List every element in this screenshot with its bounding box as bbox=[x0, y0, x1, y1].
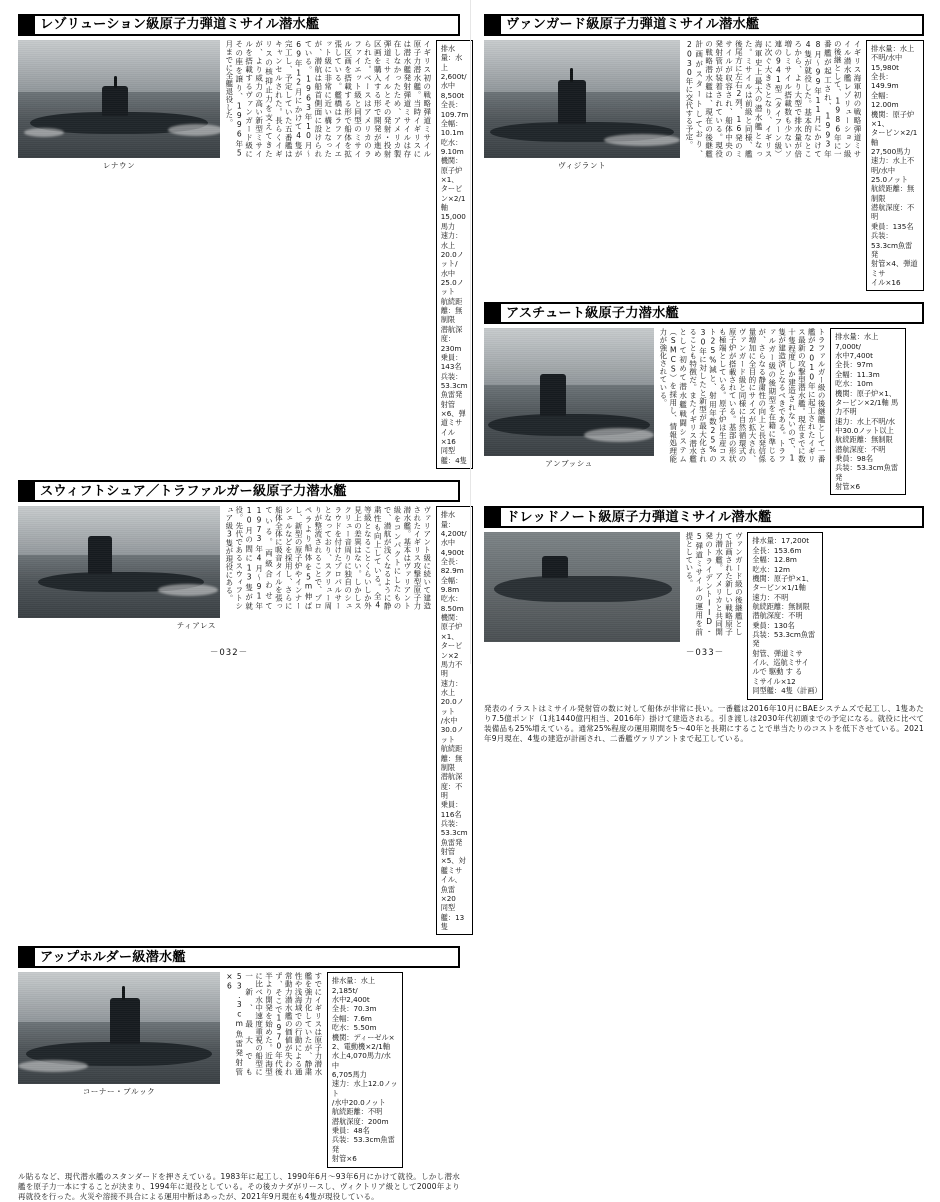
title-block-marker bbox=[486, 304, 501, 322]
spec-line: 15,000馬力 bbox=[440, 212, 466, 231]
spec-line: 兵装：53.3cm魚雷発 bbox=[440, 371, 468, 400]
spec-line: 射管×6 bbox=[835, 482, 861, 492]
spec-line: 潜航深度：不明 bbox=[835, 444, 886, 454]
spec-line: 同型艦：4隻 bbox=[440, 446, 467, 465]
article-title-bar bbox=[18, 14, 460, 36]
submarine-illustration bbox=[484, 532, 680, 642]
spec-line: 航続距離：無制限 bbox=[440, 296, 463, 325]
spec-line: 潜航深度：不明 bbox=[752, 611, 803, 621]
spec-line: イル、魚雷×20 bbox=[440, 875, 462, 903]
spec-line: 速力：水上不明/水中 bbox=[871, 156, 915, 175]
spec-line: イル、巡航ミサイ bbox=[752, 658, 809, 668]
spec-line: イル×16 bbox=[440, 427, 456, 447]
photo-column bbox=[18, 506, 220, 631]
spec-line: 乗員：48名 bbox=[331, 1126, 370, 1136]
article-title-bar bbox=[18, 480, 460, 502]
spec-line: 排水量：水上2,600t/ bbox=[440, 44, 467, 82]
title-block-marker bbox=[20, 948, 35, 966]
spec-line: 全幅：12.00m bbox=[871, 90, 899, 110]
spec-line: 15,980t bbox=[871, 62, 899, 72]
spec-line: 全長：149.9m bbox=[871, 72, 899, 91]
spec-line: 航続距離：無制限 bbox=[835, 435, 893, 445]
spec-table bbox=[436, 40, 474, 469]
spec-line: 6,705馬力 bbox=[331, 1069, 367, 1079]
spec-line: 全幅：7.6m bbox=[331, 1013, 372, 1023]
spec-line: 機関：原子炉×1、 bbox=[871, 109, 915, 128]
photo-column bbox=[484, 532, 680, 644]
spec-line: 力不明 bbox=[835, 407, 857, 417]
spec-line: 速力：水上12.0ノット bbox=[331, 1079, 398, 1098]
spec-line: ミサイル×12 bbox=[752, 676, 796, 686]
spec-line: 機関：ディーゼル× bbox=[331, 1032, 395, 1042]
spec-line: 速力：水上20.0ノット bbox=[440, 678, 464, 716]
article-title: スウィフトシュア／トラファルガー級原子力潜水艦 bbox=[40, 483, 347, 499]
photo-grain bbox=[484, 328, 654, 456]
spec-line: 機関：原子炉×1、 bbox=[752, 573, 814, 583]
article-description: ヴァリアント級に続いて建造されたイギリス攻撃型原子力潜水艦。基本はヴァリアント級をコンパクトにしたもので、潜航が浅くなるように静粛性も向上している。全4等級となることくらいしか外見上の差異はない。しかしスクリュー音周りに独自のシュラウドを付けたプロパルサーとなっており、スクリュー周りが整流されることで、プロペラより船体を5m伸ばし、新型の原子炉やインナーシェルなどを採用し、さらに船体全体に吸音タイルを張っている。両級合わせて1973年4月～91年10月の間に13隻が就役。先代であるスウィフトシュア級3隻が現役にある。 bbox=[224, 506, 432, 611]
article-title-bar bbox=[484, 506, 924, 528]
spec-line: 乗員：116名 bbox=[440, 800, 463, 819]
spec-line: 吃水：9.10m bbox=[440, 137, 464, 156]
spec-line: 速力：不明 bbox=[752, 592, 789, 602]
spec-line: 排水量：水上7,000t/ bbox=[835, 332, 879, 351]
spec-line: 兵装：53.3cm魚雷発 bbox=[752, 630, 816, 649]
spec-line: 全長：97m bbox=[835, 360, 873, 370]
article-astute bbox=[484, 302, 924, 495]
spec-line: 乗員：143名 bbox=[440, 352, 463, 372]
article-body bbox=[484, 40, 924, 291]
article-vanguard bbox=[484, 14, 924, 291]
right-page bbox=[470, 0, 940, 744]
spec-line: 機関：原子炉×1、 bbox=[835, 388, 897, 398]
page-number-right: －033－ bbox=[685, 648, 725, 658]
spec-line: 速力：水上不明/水 bbox=[835, 416, 896, 426]
article-body bbox=[18, 972, 460, 1167]
spec-table bbox=[747, 532, 823, 699]
spec-line: 排水量：水上2,185t/ bbox=[331, 976, 376, 995]
spec-line: 兵装：53.3cm魚雷発 bbox=[440, 819, 468, 847]
article-swiftsure-trafalgar bbox=[18, 480, 468, 935]
article-title-bar bbox=[484, 302, 924, 324]
article-description: ヴァンガード級の後継艦として計画された新しい戦略原子力潜水艦。アメリカと共同開発のトライデントIID-5弾道ミサイルの運用を前提としている。 bbox=[684, 532, 744, 637]
article-footer-text: ル貼るなど、現代潜水艦のスタンダードを押さえている。1983年に起工し、1990年6月～93年6月にかけて就役。しかし潜水艦を原子力一本にすることが決まり、1994年に退役としている。その後カナダがリースし、ヴィクトリア級として2000年より再就役を行った。火災や溶接不具合による運用中断はあったが、2021年9月現在も4隻が現役している。 bbox=[18, 1171, 460, 1201]
spec-line: 射管×4、弾道ミサ bbox=[871, 259, 918, 278]
title-block-marker bbox=[20, 482, 35, 500]
spec-line: タービン×2 馬力不 bbox=[440, 641, 463, 669]
spec-line: 全長：153.6m bbox=[752, 545, 802, 555]
spec-line: 乗員：98名 bbox=[835, 454, 874, 464]
spec-line: 乗員：130名 bbox=[752, 620, 795, 630]
submarine-photo bbox=[484, 328, 654, 456]
page-number-left: －032－ bbox=[209, 648, 249, 658]
spec-line: 明 bbox=[440, 669, 448, 679]
spec-line: 水中7,400t bbox=[835, 351, 873, 361]
spec-line: 機関：原子炉×1、 bbox=[440, 156, 463, 185]
article-title-bar bbox=[484, 14, 924, 36]
photo-column bbox=[484, 40, 680, 171]
spec-line: 排水量：水上 不明/水中 bbox=[871, 44, 915, 63]
spec-line: 同型艦：13隻 bbox=[440, 903, 465, 931]
spec-line: 兵装：53.3cm魚雷発 bbox=[331, 1135, 395, 1154]
spec-line: タービン×1/1軸 bbox=[752, 583, 806, 593]
spec-line: 潜航深度：不明 bbox=[871, 203, 915, 222]
spec-line: 吃水：10m bbox=[835, 379, 873, 389]
spec-line: 射管×5、対艦ミサ bbox=[440, 847, 466, 875]
spec-line: 全幅：10.1m bbox=[440, 118, 464, 138]
photo-column bbox=[484, 328, 654, 469]
spec-line: 全長：109.7m bbox=[440, 100, 469, 119]
photo-grain bbox=[18, 506, 220, 618]
article-resolution bbox=[18, 14, 469, 469]
article-dreadnought bbox=[484, 506, 924, 744]
submarine-photo bbox=[484, 40, 680, 158]
spec-line: 射管、弾道ミサ bbox=[752, 648, 803, 658]
spec-line: 航続距離：不明 bbox=[331, 1107, 383, 1117]
photo-caption: コーナー・ブルック bbox=[82, 1087, 156, 1097]
article-title: アップホルダー級潜水艦 bbox=[40, 949, 186, 965]
spec-line: 全幅：9.8m bbox=[440, 575, 463, 595]
spec-line: 乗員：135名 bbox=[871, 221, 914, 231]
spec-line: 全長：70.3m bbox=[331, 1004, 377, 1014]
photo-column bbox=[18, 40, 220, 171]
spec-line: 水中4,900t bbox=[440, 538, 465, 557]
left-page bbox=[0, 0, 470, 1201]
photo-caption: ヴィジラント bbox=[557, 161, 607, 170]
spec-line: 射管×6、弾道ミサ bbox=[440, 399, 466, 428]
article-description: トラファルガー級の後継艦として一番艦が2010年に起工されたイギリス最新の攻撃型潜水艦。現在までに数十隻程度しか建造されないので、1隻が建造済となるべきである。トラファルガー級の後期型を在籍に準じるが、さらなる静粛性の向上と長発信係量増加に全目的にサイズが拡大され、ヴァンガード級と同様に自然循環式の原子炉が搭載されている。基部の形状も極端としている。原子炉は生産コスト25%減と、射用年数25%の30年に対したと新型が最大化されることも特徴だ。またイギリス潜水艦として初めて潜水艦戦闘システム（SMCS）を採用し、情報処理能力が強化されている。 bbox=[658, 328, 827, 464]
photo-grain bbox=[484, 40, 680, 158]
photo-caption: レナウン bbox=[102, 161, 136, 170]
spec-table bbox=[866, 40, 924, 291]
spec-line: 全幅：11.3m bbox=[835, 369, 880, 379]
spec-table bbox=[830, 328, 906, 495]
photo-caption: アンブッシュ bbox=[545, 459, 593, 469]
spec-line: 航続距離：無制限 bbox=[752, 601, 810, 611]
article-body bbox=[484, 328, 924, 495]
spec-table bbox=[327, 972, 403, 1167]
spec-line: 機関：原子炉×1、 bbox=[440, 613, 463, 641]
article-description: イギリス海軍初の戦略弾道ミサイル潜水艦レゾリューション級の後継として、1986年に一番艦が起工され、1993年8月～99年11月にかけて4隻が就役した。基本的なところから、より大型で排水量が倍増しミサイル搭載数も少ないソ連の941型（タイフーン級）に次ぐ大きさとなり、イギリス海軍史上最大の潜水艦となった。ミサイルは前級と同様、艦後尾方に左右2列、16発のミサイルが収容され、船体中央の発射管が装着されている。現役の戦略潜水艦は、現在の後継艦計画がスタートしており、2030年に交代する予定。 bbox=[684, 40, 863, 158]
spec-line: /水中30.0ノット bbox=[440, 716, 464, 744]
photo-grain bbox=[18, 972, 220, 1084]
photo-grain bbox=[484, 532, 680, 642]
photo-caption: ティアレス bbox=[176, 621, 216, 631]
spec-line: 水中25.0ノット bbox=[440, 268, 464, 297]
title-block-marker bbox=[20, 16, 35, 34]
spec-line: 排水量：4,200t/ bbox=[440, 510, 467, 538]
article-body bbox=[18, 40, 469, 469]
spec-line: 速力：水上20.0ノット/ bbox=[440, 231, 464, 269]
article-title: ヴァンガード級原子力弾道ミサイル潜水艦 bbox=[506, 17, 760, 33]
spec-line: 同型艦：4隻（計画） bbox=[752, 686, 822, 696]
photo-grain bbox=[18, 40, 220, 158]
spec-line: 航続距離：無制限 bbox=[871, 184, 915, 203]
spec-line: 潜航深度：不明 bbox=[440, 772, 463, 800]
spec-line: 中30.0ノット以上 bbox=[835, 425, 894, 435]
article-footer-text: 発表のイラストはミサイル発射管の数に対して船体が非常に長い。一番艦は2016年10月にBAEシステムズで起工し、1隻あたり7.5億ポンド（1兆1440億円相当、2016年）掛けて建造される。引き渡しは2030年代初頭までの予定になる。就役に比べて装備品も25%増えている。通常25%程度の運用期間を5～40年と長期にすることで単当たりのコストを低下させている。2021年9月現在、4隻の建造が計画され、二番艦ヴァリアントまで起工している。 bbox=[484, 703, 924, 744]
spec-line: 吃水：8.50m bbox=[440, 594, 464, 613]
spec-line: 水中2,400t bbox=[331, 995, 370, 1005]
submarine-photo bbox=[18, 506, 220, 618]
spec-line: 航続距離：無制限 bbox=[440, 744, 463, 772]
spec-line: 全長：82.9m bbox=[440, 556, 464, 576]
spec-line: 2、電動機×2/1軸 bbox=[331, 1041, 391, 1051]
article-title: レゾリューション級原子力弾道ミサイル潜水艦 bbox=[40, 17, 320, 33]
title-block-marker bbox=[486, 508, 501, 526]
spec-line: 兵装：53.3cm魚雷発 bbox=[871, 231, 913, 259]
spec-line: 全幅：12.8m bbox=[752, 555, 797, 565]
spec-line: 潜航深度：200m bbox=[331, 1116, 389, 1126]
submarine-photo bbox=[18, 40, 220, 158]
spec-line: タービン×2/1軸 馬 bbox=[835, 397, 899, 407]
spec-line: イル×16 bbox=[871, 277, 901, 287]
spec-line: 兵装：53.3cm魚雷発 bbox=[835, 463, 899, 482]
spec-line: /水中20.0ノット bbox=[331, 1098, 386, 1108]
spec-line: 水中8,500t bbox=[440, 81, 465, 100]
spec-line: 25.0ノット bbox=[871, 175, 909, 185]
spec-line: 水上4,070馬力/水中 bbox=[331, 1051, 391, 1070]
photo-column bbox=[18, 972, 220, 1097]
spec-line: タービン×2/1軸 bbox=[440, 184, 466, 213]
article-description: すでにイギリスは原子力潜水艦を強力化していたが、静粛性や浅海域での行動による通常動力潜水艦の価値が失われず、そこで1970年代後半より開発を始めた。近海型に比べ水中速度重視の船型に一新、最大でも53.3cm魚雷発射管×6 bbox=[224, 972, 323, 1077]
article-title: アスチュート級原子力潜水艦 bbox=[506, 305, 679, 321]
article-title: ドレッドノート級原子力弾道ミサイル潜水艦 bbox=[506, 509, 772, 525]
spec-line: 潜航深度：230m bbox=[440, 324, 463, 353]
article-body bbox=[484, 532, 924, 699]
spec-line: 吃水：5.50m bbox=[331, 1023, 377, 1033]
spec-line: ルで 駆動 す る bbox=[752, 667, 803, 677]
spec-line: 吃水：12m bbox=[752, 564, 791, 574]
article-description: イギリス初の戦略弾道ミサイル原子力潜水艦。当時イギリスには潜水艦発射弾道ミサイルは存在しなかったため、アメリカ製弾道ミサイルとその発射・投射区画を購入する形で開発が進められた。ベースはアメリカのラファイエット級と同型のミサイル区画を搭載する形で船体を拡張している。艦橋はラファイエット級に非常に近い構となったが、潜航は船首側面に設けられている。1963年10月～69年12月にかけて4隻が完工し、予定していた五番艦はキャンセルされた。長らくイギリスの核抑止力を支えてきたが、より威力の高い新型ミサイルを搭載するヴァンガード級にその座を譲り、1996年5月までに全艦退役した。 bbox=[224, 40, 432, 158]
spec-line: タービン×2/1軸 bbox=[871, 128, 918, 147]
article-upholder bbox=[18, 946, 460, 1202]
article-title-bar bbox=[18, 946, 460, 968]
spec-line: 排水量：17,200t bbox=[752, 536, 810, 546]
article-body bbox=[18, 506, 468, 935]
title-block-marker bbox=[486, 16, 501, 34]
spec-line: 射管×6 bbox=[331, 1154, 357, 1164]
spec-line: 27,500馬力 bbox=[871, 146, 911, 156]
spec-table bbox=[436, 506, 473, 935]
submarine-photo bbox=[18, 972, 220, 1084]
